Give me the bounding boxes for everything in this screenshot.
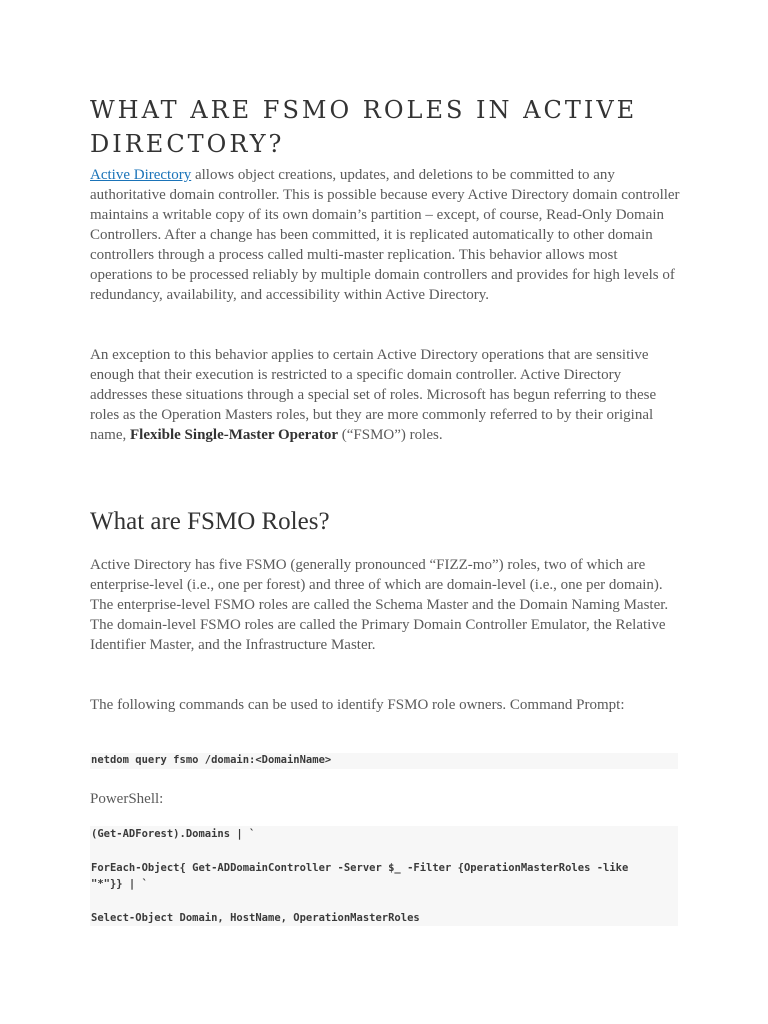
powershell-code-block	[90, 826, 678, 926]
fsmo-paragraph: Active Directory has five FSMO (generally pronounced “FIZZ-mo”) roles, two of which are enterprise-level (i.e., one per forest) and three of which are domain-level (i.e., one per domain). The enterprise-level FSMO roles are called the Schema Master and the Domain Naming Master. The domain-level FSMO roles are called the Primary Domain Controller Emulator, the Relative Identifier Master, and the Infrastructure Master.	[90, 557, 669, 653]
commands-paragraph: The following commands can be used to identify FSMO role owners. Command Prompt:	[90, 697, 625, 713]
ps-code-line-1: (Get-ADForest).Domains | `	[91, 828, 256, 840]
intro-text: allows object creations, updates, and deletions to be committed to any authoritative domain controller. This is possible because every Active Directory domain controller maintains a writable copy of its own domain’s partition – except, of course, Read-Only Domain Controllers. After a change has been committed, it is replicated automatically to other domain controllers through a process called multi-master replication. This behavior allows most operations to be processed reliably by multiple domain controllers and provides for high levels of redundancy, availability, and accessibility within Active Directory.	[90, 167, 680, 303]
powershell-label: PowerShell:	[90, 791, 164, 807]
fsmo-term: Flexible Single-Master Operator	[129, 427, 338, 443]
cmd-code-line: netdom query fsmo /domain:<DomainName>	[91, 754, 332, 766]
exception-tail: (“FSMO”) roles.	[338, 427, 443, 443]
exception-paragraph	[90, 345, 680, 445]
ps-code-line-2: ForEach-Object{ Get-ADDomainController -Server $_ -Filter {OperationMasterRoles -like	[91, 862, 629, 874]
ps-code-line-3: "*"}} | `	[91, 878, 148, 890]
active-directory-link[interactable]: Active Directory	[90, 167, 192, 183]
intro-paragraph	[90, 165, 680, 305]
exception-text: An exception to this behavior applies to certain Active Directory operations that are sensitive enough that their execution is restricted to a specific domain controller. Active Directory addresses these situations through a special set of roles. Microsoft has begun referring to these roles as the Operation Masters roles, but they are more commonly referred to by their original name,	[90, 347, 657, 443]
ps-code-line-4: Select-Object Domain, HostName, OperationMasterRoles	[91, 912, 420, 924]
page-title: WHAT ARE FSMO ROLES IN ACTIVE DIRECTORY?	[90, 96, 638, 158]
section-heading: What are FSMO Roles?	[90, 508, 330, 535]
cmd-code-block	[90, 753, 678, 769]
